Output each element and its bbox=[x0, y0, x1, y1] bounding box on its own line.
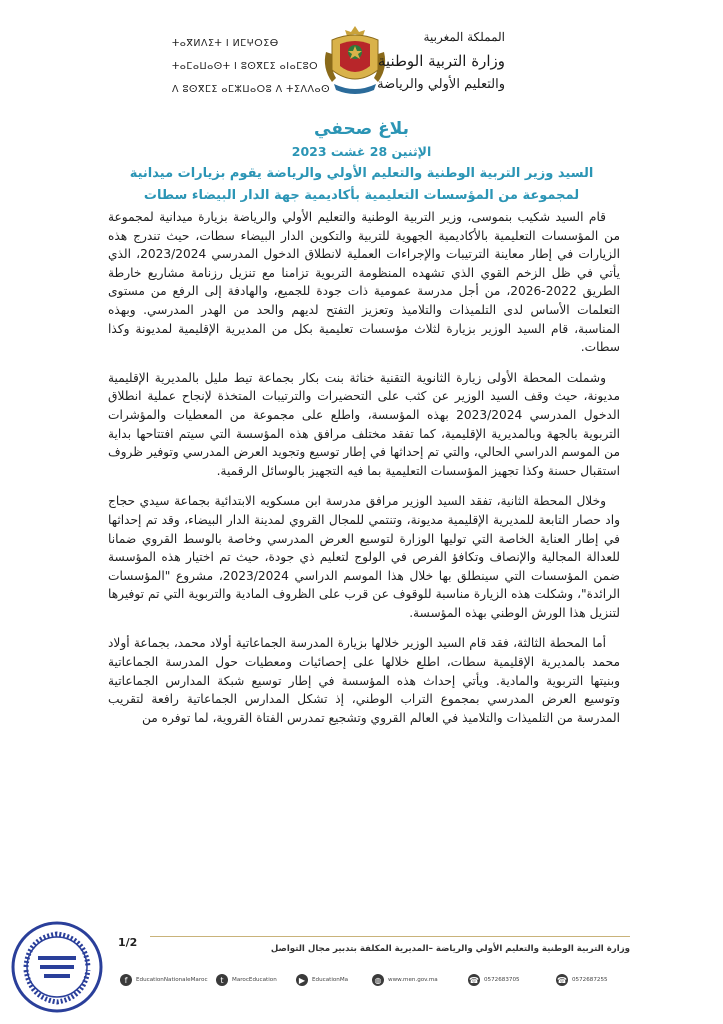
fax-link[interactable] bbox=[556, 972, 608, 988]
press-release-title: بلاغ صحفي bbox=[314, 119, 409, 139]
website-label: www.men.gov.ma bbox=[388, 977, 438, 983]
body-paragraph: وشملت المحطة الأولى زيارة الثانوية التقنية خناثة بنت بكار بجماعة تيط مليل بالمديرية الإقليمية مديونة، حيث وقف السيد الوزير عن كثب على التحضيرات والترتيبات المتخذة لإنجاح عملية انطلاق الدخول المدرسي 2023/2024 بهذه المؤسسة، واطلع على مجموعة من المعطيات والمؤشرات التربوية بالجهة وبالمديرية الإقليمية، كما تفقد مختلف مرافق هذه المؤسسة التي سيتم افتتاحها بداية من الموسم الدراسي الحالي، والتي تم إحداثها في إطار توسيع وتجويد العرض المدرسي وتوفير ظروف استقبال حسنة وكذا تجهيز المؤسسات التعليمية بما فيه التجهيز بالوسائل الرقمية. bbox=[108, 370, 620, 478]
body-paragraph: وخلال المحطة الثانية، تفقد السيد الوزير مرافق مدرسة ابن مسكويه الابتدائية بجماعة سيدي حجاج واد حصار التابعة للمديرية الإقليمية مديونة، وتنتمي للمجال القروي لمدينة الدار البيضاء، وقد تم إحداثها في إطار العناية الخاصة التي توليها الوزارة لتوسيع العرض المدرسي وخاصة بالوسط القروي ضمانا للعدالة المجالية والإنصاف وتكافؤ الفرص في الولوج لتعليم ذي جودة، حيث تم اختيار هذه المؤسسة ضمن المؤسسات التي سينطلق بها خلال هذا الموسم الدراسي 2023/2024، مشروع "المؤسسات الرائدة"، وشكلت هذه الزيارة مناسبة للوقوف عن قرب على الظروف المادية والتربوية التي تم توفيرها لتنزيل هذا الورش الوطني بهذه المؤسسة. bbox=[108, 494, 620, 620]
kingdom-label: المملكة المغربية bbox=[423, 30, 505, 44]
web-icon: ◍ bbox=[372, 974, 384, 986]
footer-divider bbox=[150, 936, 630, 937]
body-paragraph: قام السيد شكيب بنموسى، وزير التربية الوطنية والتعليم الأولي والرياضة بزيارة ميدانية لمجموعة من المؤسسات التعليمية بالأكاديمية الجهوية للتربية والتكوين الدار البيضاء سطات، حيث تندرج هذه الزيارات في إطار معاينة الترتيبات والإجراءات العملية لانطلاق الدخول المدرسي 2023/2024، الذي يأتي في ظل الزخم القوي الذي تشهده المنظومة التربوية تزامنا مع تنزيل رزنامة مشاريع خارطة الطريق 2022-2026، من أجل مدرسة عمومية ذات جودة للجميع، والهادفة إلى الرفع من مستوى التعلمات الأساس لدى التلميذات والتلاميذ وتعزيز التفتح لديهم والحد من الهدر المدرسي. وبهذه المناسبة، قام السيد الوزير بزيارة لثلاث مؤسسات تعليمية بكل من المديرية الإقليمية لمديونة وكذا سطات. bbox=[108, 210, 620, 355]
website-link[interactable] bbox=[372, 972, 438, 988]
youtube-link[interactable] bbox=[296, 972, 348, 988]
press-release-body bbox=[108, 208, 620, 739]
page-number: 1/2 bbox=[118, 936, 138, 949]
tifinagh-line: ⵜⴰⴳⵍⴷⵉⵜ ⵏ ⵍⵎⵖⵔⵉⴱ bbox=[172, 38, 279, 49]
twitter-link[interactable] bbox=[216, 972, 277, 988]
letterhead bbox=[0, 0, 723, 120]
youtube-icon: ▶ bbox=[296, 974, 308, 986]
phone-label: 0572683705 bbox=[484, 977, 520, 983]
tifinagh-ministry-name bbox=[172, 32, 331, 101]
official-stamp bbox=[8, 918, 106, 1016]
facebook-label: EducationNationaleMaroc bbox=[136, 977, 208, 983]
phone-icon: ☎ bbox=[469, 975, 479, 985]
ministry-label-2: والتعليم الأولي والرياضة bbox=[377, 77, 505, 92]
facebook-link[interactable] bbox=[120, 972, 208, 988]
press-release-headline-2: لمجموعة من المؤسسات التعليمية بأكاديمية جهة الدار البيضاء سطات bbox=[143, 188, 580, 203]
press-release-heading bbox=[0, 116, 723, 206]
twitter-label: MarocEducation bbox=[232, 977, 277, 983]
press-release-headline: السيد وزير التربية الوطنية والتعليم الأولي والرياضة يقوم بزيارات ميدانية bbox=[129, 166, 594, 181]
ministry-label: وزارة التربية الوطنية bbox=[377, 52, 505, 70]
tifinagh-line: ⵜⴰⵎⴰⵡⴰⵙⵜ ⵏ ⵓⵙⴳⵎⵉ ⴰⵏⴰⵎⵓⵔ bbox=[172, 61, 319, 72]
tifinagh-line: ⴷ ⵓⵙⴳⵎⵉ ⴰⵎⵣⵡⴰⵔⵓ ⴷ ⵜⵉⴷⴷⴰⵙ bbox=[172, 84, 331, 95]
fax-label: 0572687255 bbox=[572, 977, 608, 983]
fax-icon: ☎ bbox=[557, 975, 567, 985]
body-paragraph: أما المحطة الثالثة، فقد قام السيد الوزير خلالها بزيارة المدرسة الجماعاتية أولاد محمد، بجماعة أولاد محمد بالمديرية الإقليمية سطات، اطلع خلالها على إحصائيات ومعطيات حول المدرسة الجماعاتية وبنيتها التربوية والمادية. ويأتي إحداث هذه المؤسسة في إطار توسيع شبكة المدارس الجماعاتية وتوسيع العرض المدرسي بمجموع التراب الوطني، إذ تشكل المدارس الجماعاتية رافعة لتقريب المدرسة من التلميذات والتلاميذ في العالم القروي وتشجيع تمدرس الفتاة القروية، لما توفره من bbox=[108, 636, 620, 725]
phone-link[interactable] bbox=[468, 972, 520, 988]
press-release-date: الإثنين 28 غشت 2023 bbox=[291, 144, 432, 159]
ministry-name-arabic bbox=[305, 26, 505, 96]
footer-ministry-text: وزارة التربية الوطنية والتعليم الأولي والرياضة –المديرية المكلفة بتدبير مجال التواصل bbox=[270, 944, 630, 954]
twitter-icon: t bbox=[216, 974, 228, 986]
facebook-icon: f bbox=[120, 974, 132, 986]
youtube-label: EducationMa bbox=[312, 977, 349, 983]
